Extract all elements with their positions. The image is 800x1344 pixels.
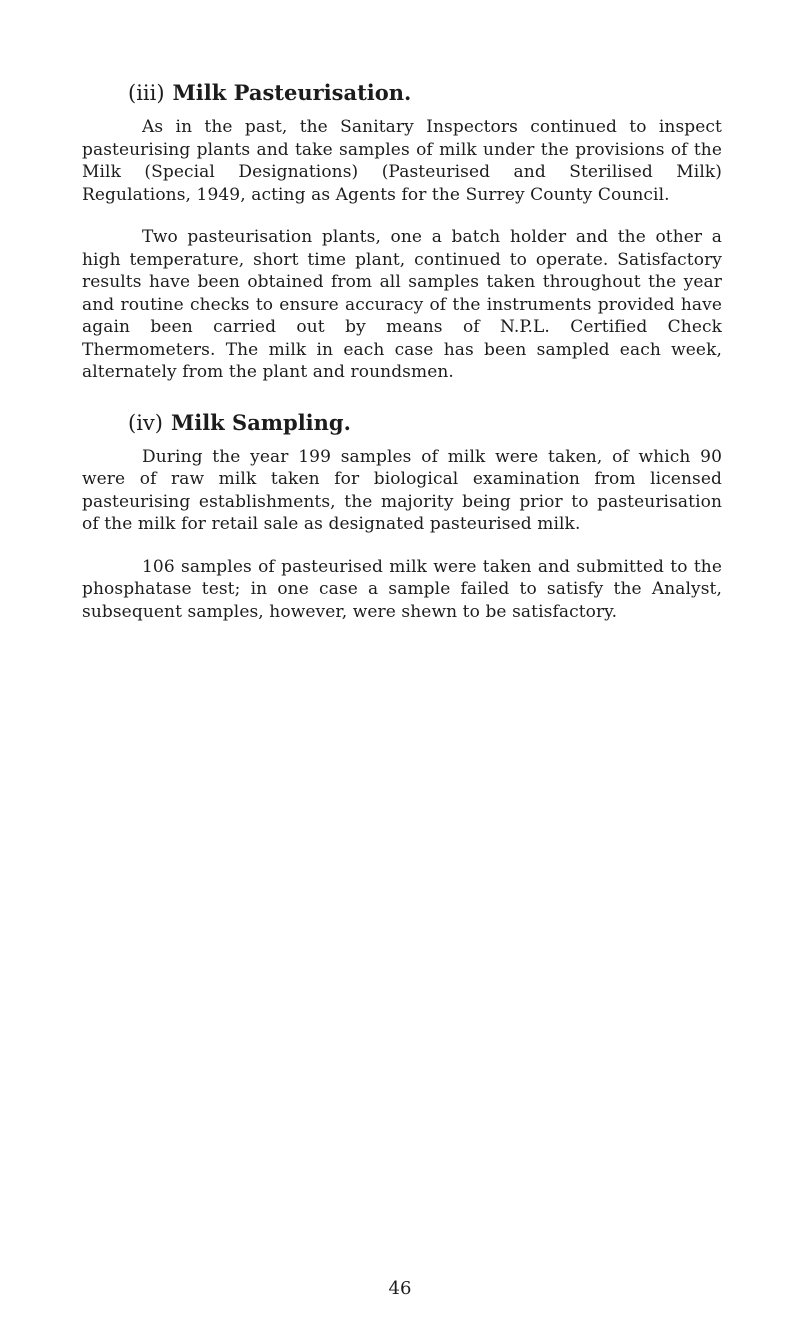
page-number: 46 [388,1278,412,1299]
section-heading-milk-pasteurisation [128,80,722,106]
section-number: (iii) [128,81,165,105]
paragraph-raw-milk-samples: During the year 199 samples of milk were taken, of which 90 were of raw milk taken for biological examination from licensed pasteurising establishments, the majority being prior to pasteurisation of the milk for retail sale as designated pasteurised milk. [82,446,722,534]
section-title: Milk Pasteurisation. [172,80,412,105]
document-page [82,80,722,643]
section-heading-milk-sampling [128,410,722,436]
paragraph-pasteurisation-plants: Two pasteurisation plants, one a batch holder and the other a high temperature, short time plant, continued to operate. Satisfactory results have been obtained from all samples taken throughout the year and routine checks to ensure accuracy of the instruments provided have again been carried out by means of N.P.L. Certified Check Thermometers. The milk in each case has been sampled each week, alternately from the plant and roundsmen. [82,227,722,382]
paragraph-inspection-agents: As in the past, the Sanitary Inspectors continued to inspect pasteurising plants and take samples of milk under the provisions of the Milk (Special Designations) (Pasteurised and Sterilised Milk) Regulations, 1949, acting as Agents for the Surrey County Council. [82,117,722,205]
section-title: Milk Sampling. [170,409,351,435]
section-number: (iv) [128,410,163,435]
paragraph-phosphatase-test: 106 samples of pasteurised milk were taken and submitted to the phosphatase test; in one case a sample failed to satisfy the Analyst, subsequent samples, however, were shewn to be satisfactory. [82,556,722,622]
